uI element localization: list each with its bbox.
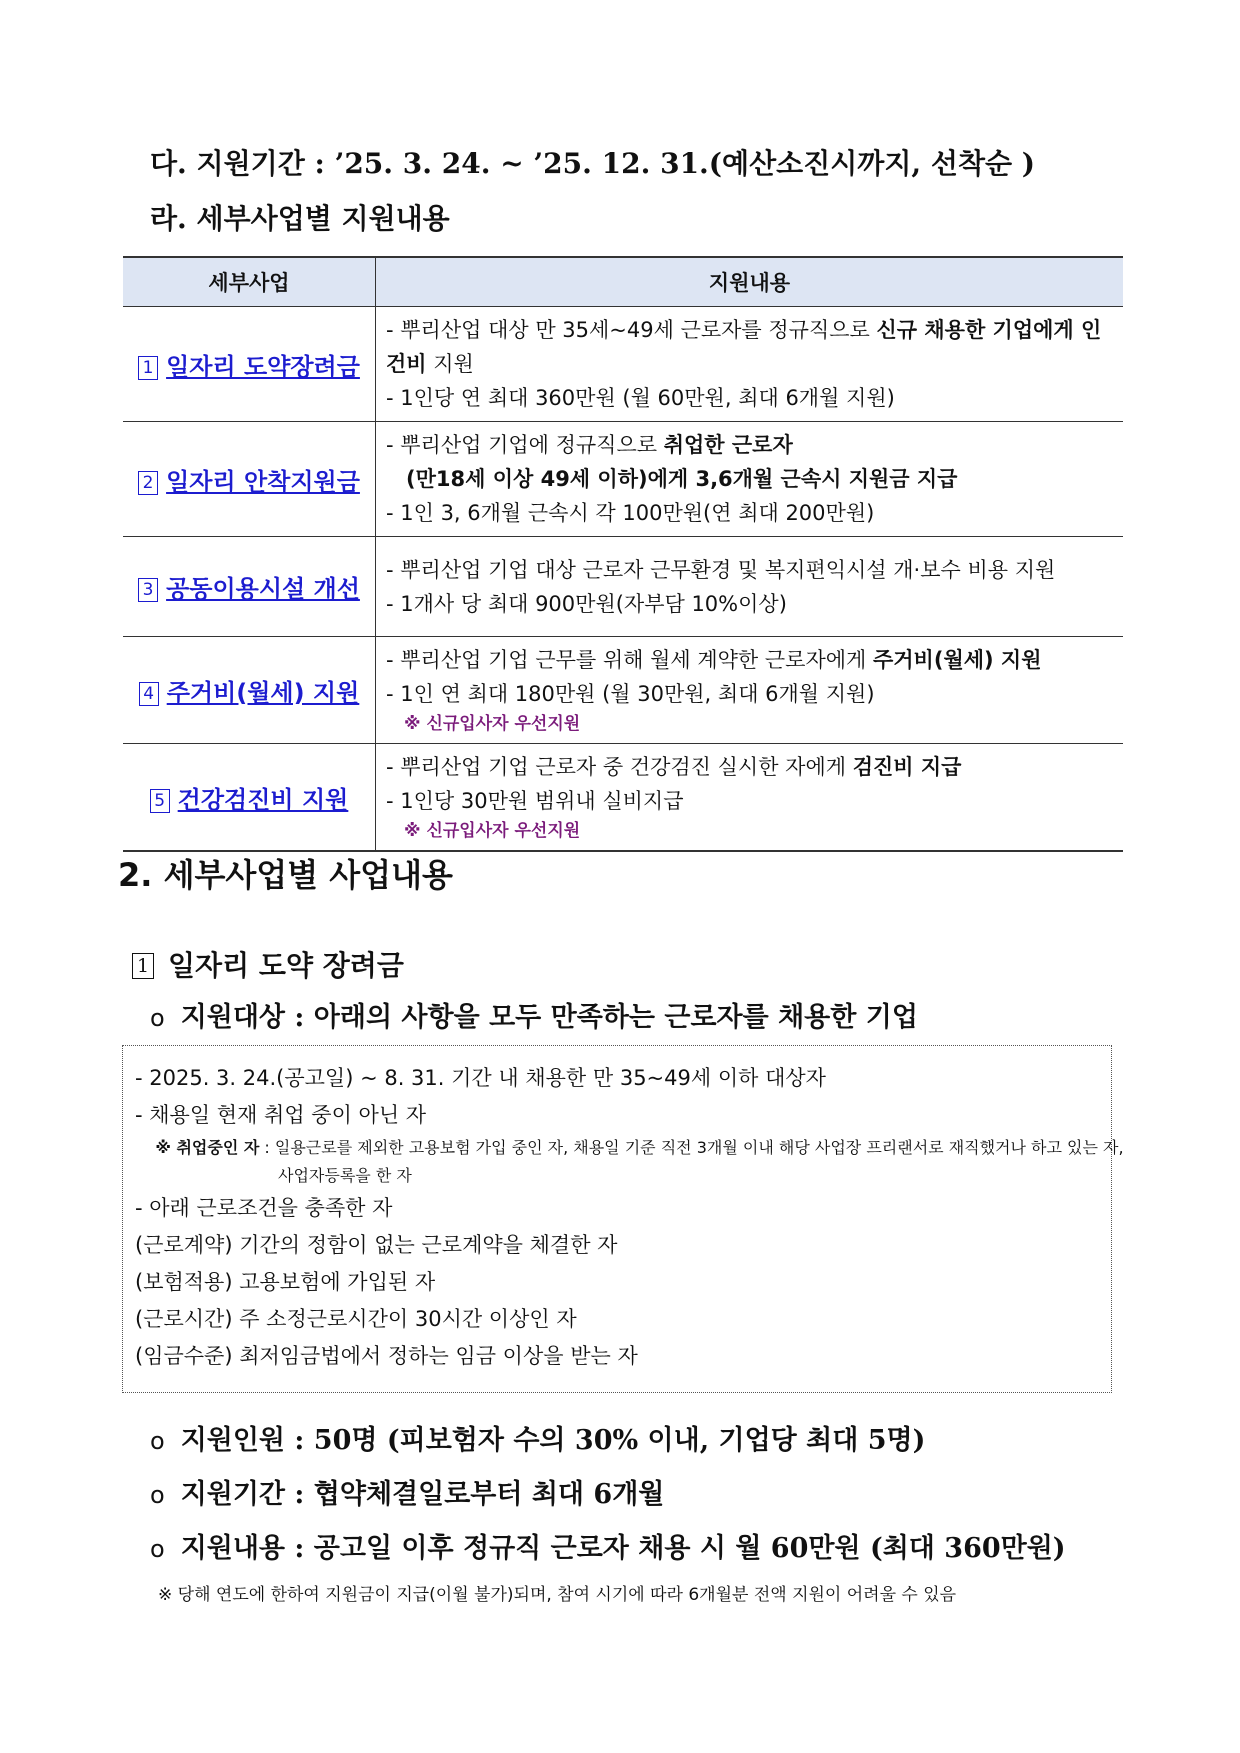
criteria-line: - 채용일 현재 취업 중이 아닌 자: [135, 1103, 427, 1127]
employment-note: ※ 취업중인 자 : 일용근로를 제외한 고용보험 가입 중인 자, 채용일 기준 직전 3개월 이내 해당 사업장 프리랜서로 재직했거나 하고 있는 자,: [155, 1138, 1124, 1157]
table-row: [123, 637, 1123, 744]
table-header-row: [123, 257, 1123, 307]
box-number-icon: 1: [138, 356, 158, 380]
program-link-4[interactable]: 4 주거비(월세) 지원: [124, 673, 374, 708]
employment-note-cont: 사업자등록을 한 자: [278, 1166, 412, 1185]
col-program-header: 세부사업: [123, 257, 376, 307]
priority-note: ※ 신규입사자 우선지원: [404, 714, 581, 734]
support-target-line: o 지원대상 : 아래의 사항을 모두 만족하는 근로자를 채용한 기업: [150, 1002, 918, 1033]
bullet-icon: o: [150, 1004, 165, 1032]
condition-line: (보험적용) 고용보험에 가입된 자: [135, 1270, 436, 1294]
box-number-icon: 5: [150, 789, 170, 813]
bullet-icon: o: [150, 1427, 165, 1455]
detail-support-heading: 라. 세부사업별 지원내용: [150, 202, 450, 235]
program-link-2[interactable]: 2 일자리 안착지원금: [124, 462, 374, 497]
section-2-title: 2. 세부사업별 사업내용: [118, 856, 453, 894]
support-content-line: o 지원내용 : 공고일 이후 정규직 근로자 채용 시 월 60만원 (최대 360만원): [150, 1533, 1066, 1564]
eligibility-box: [122, 1045, 1124, 1393]
item-1-heading: 1 일자리 도약 장려금: [132, 944, 404, 984]
table-row: [123, 422, 1123, 537]
support-period-heading: 다. 지원기간 : ’25. 3. 24. ~ ’25. 12. 31.(예산소진시까지, 선착순 ): [150, 147, 1036, 180]
col-content-header: 지원내용: [376, 257, 1124, 307]
headcount-line: o 지원인원 : 50명 (피보험자 수의 30% 이내, 기업당 최대 5명): [150, 1425, 926, 1456]
criteria-line: - 아래 근로조건을 충족한 자: [135, 1196, 393, 1220]
program-desc-5: - 뿌리산업 기업 근로자 중 건강검진 실시한 자에게 검진비 지급 - 1인당 30만원 범위내 실비지급 ※ 신규입사자 우선지원: [376, 744, 1124, 852]
program-link-1[interactable]: 1 일자리 도약장려금: [124, 347, 374, 382]
table-row: [123, 537, 1123, 637]
box-number-icon: 1: [132, 953, 154, 979]
table-row: [123, 744, 1123, 852]
program-desc-2: - 뿌리산업 기업에 정규직으로 취업한 근로자 (만18세 이상 49세 이하)에게 3,6개월 근속시 지원금 지급 - 1인 3, 6개월 근속시 각 100만원(연 최대 200만원): [376, 422, 1124, 537]
condition-line: (근로시간) 주 소정근로시간이 30시간 이상인 자: [135, 1307, 577, 1331]
program-desc-1: - 뿌리산업 대상 만 35세~49세 근로자를 정규직으로 신규 채용한 기업에게 인건비 지원 - 1인당 연 최대 360만원 (월 60만원, 최대 6개월 지원): [376, 307, 1124, 422]
support-table: [123, 256, 1123, 852]
bullet-icon: o: [150, 1535, 165, 1563]
program-link-5[interactable]: 5 건강검진비 지원: [124, 780, 374, 815]
program-desc-4: - 뿌리산업 기업 근무를 위해 월세 계약한 근로자에게 주거비(월세) 지원 - 1인 연 최대 180만원 (월 30만원, 최대 6개월 지원) ※ 신규입사자 우선지원: [376, 637, 1124, 744]
footnote: ※ 당해 연도에 한하여 지원금이 지급(이월 불가)되며, 참여 시기에 따라 6개월분 전액 지원이 어려울 수 있음: [158, 1585, 957, 1605]
box-number-icon: 4: [139, 682, 159, 706]
box-number-icon: 3: [138, 578, 158, 602]
program-desc-3: - 뿌리산업 기업 대상 근로자 근무환경 및 복지편익시설 개·보수 비용 지원 - 1개사 당 최대 900만원(자부담 10%이상): [376, 537, 1124, 637]
bullet-icon: o: [150, 1481, 165, 1509]
support-period-line: o 지원기간 : 협약체결일로부터 최대 6개월: [150, 1479, 665, 1510]
criteria-line: - 2025. 3. 24.(공고일) ~ 8. 31. 기간 내 채용한 만 35~49세 이하 대상자: [135, 1066, 826, 1090]
table-row: [123, 307, 1123, 422]
box-number-icon: 2: [138, 471, 158, 495]
condition-line: (근로계약) 기간의 정함이 없는 근로계약을 체결한 자: [135, 1233, 618, 1257]
condition-line: (임금수준) 최저임금법에서 정하는 임금 이상을 받는 자: [135, 1344, 638, 1368]
program-link-3[interactable]: 3 공동이용시설 개선: [124, 569, 374, 604]
priority-note: ※ 신규입사자 우선지원: [404, 821, 581, 841]
